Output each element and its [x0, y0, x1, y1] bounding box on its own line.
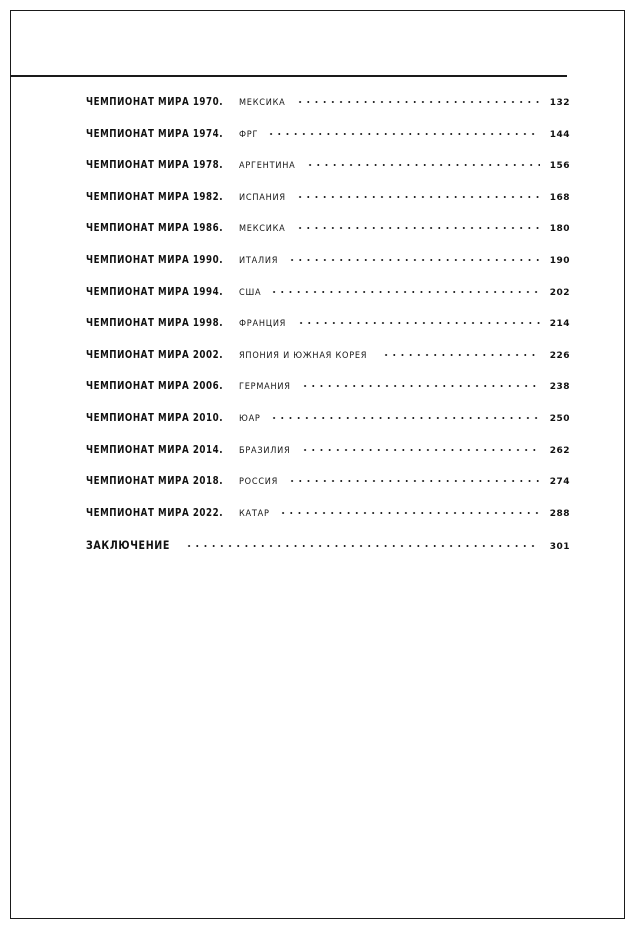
toc-leader-dots	[288, 476, 540, 484]
toc-entry[interactable]	[86, 254, 570, 266]
toc-entry-title: ЧЕМПИОНАТ МИРА 1982.	[86, 190, 224, 203]
toc-entry[interactable]	[86, 380, 570, 392]
toc-entry-subtitle: ФРАНЦИЯ	[239, 319, 287, 330]
toc-entry-conclusion[interactable]	[86, 538, 570, 552]
toc-entry-subtitle: США	[239, 287, 262, 298]
toc-entry-page: 301	[549, 542, 570, 553]
header-divider-rule	[10, 75, 567, 77]
toc-entry-page: 202	[549, 287, 570, 298]
toc-entry-title: ЧЕМПИОНАТ МИРА 1994.	[86, 285, 224, 298]
toc-leader-dots	[185, 541, 540, 549]
toc-entry-page: 144	[549, 129, 570, 140]
toc-entry[interactable]	[86, 191, 570, 203]
toc-entry-page: 250	[549, 413, 570, 424]
toc-entry[interactable]	[86, 412, 570, 424]
toc-entry-title: ЧЕМПИОНАТ МИРА 1990.	[86, 253, 224, 266]
toc-entry[interactable]	[86, 96, 570, 108]
toc-entry-page: 288	[549, 508, 570, 519]
toc-leader-dots	[296, 97, 540, 105]
toc-entry[interactable]	[86, 475, 570, 487]
toc-entry-subtitle: ИТАЛИЯ	[239, 255, 279, 266]
toc-entry-page: 190	[549, 255, 570, 266]
toc-leader-dots	[267, 129, 540, 137]
toc-entry-subtitle: ФРГ	[239, 129, 259, 140]
toc-leader-dots	[270, 413, 540, 421]
toc-entry[interactable]	[86, 286, 570, 298]
toc-entry-title: ЧЕМПИОНАТ МИРА 1998.	[86, 317, 224, 330]
toc-entry-page: 156	[549, 161, 570, 172]
toc-entry-subtitle: МЕКСИКА	[239, 224, 286, 235]
toc-leader-dots	[288, 255, 540, 263]
toc-entry-title: ЗАКЛЮЧЕНИЕ	[86, 538, 171, 553]
toc-entry-page: 226	[549, 350, 570, 361]
toc-entry-title: ЧЕМПИОНАТ МИРА 2018.	[86, 475, 224, 488]
toc-entry[interactable]	[86, 159, 570, 171]
toc-entry-title: ЧЕМПИОНАТ МИРА 2022.	[86, 506, 224, 519]
toc-entry[interactable]	[86, 349, 570, 361]
toc-entry-title: ЧЕМПИОНАТ МИРА 1974.	[86, 127, 224, 140]
toc-entry-subtitle: КАТАР	[239, 508, 270, 519]
toc-entry-subtitle: ЯПОНИЯ И ЮЖНАЯ КОРЕЯ	[239, 350, 368, 361]
toc-entry[interactable]	[86, 128, 570, 140]
toc-entry-page: 132	[549, 98, 570, 108]
toc-entry-subtitle: ГЕРМАНИЯ	[239, 382, 291, 393]
toc-leader-dots	[297, 318, 540, 326]
toc-entry-title: ЧЕМПИОНАТ МИРА 1978.	[86, 159, 224, 172]
toc-entry[interactable]	[86, 507, 570, 519]
toc-entry[interactable]	[86, 444, 570, 456]
toc-leader-dots	[301, 381, 540, 389]
toc-leader-dots	[296, 223, 540, 231]
toc-entry[interactable]	[86, 317, 570, 329]
toc-entry-subtitle: МЕКСИКА	[239, 98, 286, 108]
toc-entry-page: 274	[549, 477, 570, 488]
toc-entry-subtitle: АРГЕНТИНА	[239, 161, 296, 172]
toc-entry-page: 168	[549, 192, 570, 203]
toc-entry-page: 238	[549, 382, 570, 393]
toc-entry-page: 180	[549, 224, 570, 235]
toc-leader-dots	[270, 287, 540, 295]
toc-entry-title: ЧЕМПИОНАТ МИРА 2014.	[86, 443, 224, 456]
toc-entry-page: 262	[549, 445, 570, 456]
table-of-contents	[86, 96, 570, 572]
toc-entry-subtitle: РОССИЯ	[239, 477, 279, 488]
toc-entry-page: 214	[549, 319, 570, 330]
toc-leader-dots	[279, 508, 540, 516]
toc-leader-dots	[382, 350, 540, 358]
toc-leader-dots	[306, 160, 540, 168]
toc-leader-dots	[301, 445, 540, 453]
toc-entry-title: ЧЕМПИОНАТ МИРА 2002.	[86, 348, 224, 361]
toc-entry[interactable]	[86, 222, 570, 234]
toc-entry-title: ЧЕМПИОНАТ МИРА 2006.	[86, 380, 224, 393]
toc-leader-dots	[296, 192, 540, 200]
toc-entry-subtitle: ИСПАНИЯ	[239, 192, 286, 203]
toc-entry-subtitle: ЮАР	[239, 413, 261, 424]
toc-entry-title: ЧЕМПИОНАТ МИРА 1986.	[86, 222, 224, 235]
toc-entry-title: ЧЕМПИОНАТ МИРА 2010.	[86, 411, 224, 424]
toc-entry-subtitle: БРАЗИЛИЯ	[239, 445, 291, 456]
toc-entry-title: ЧЕМПИОНАТ МИРА 1970.	[86, 96, 224, 108]
